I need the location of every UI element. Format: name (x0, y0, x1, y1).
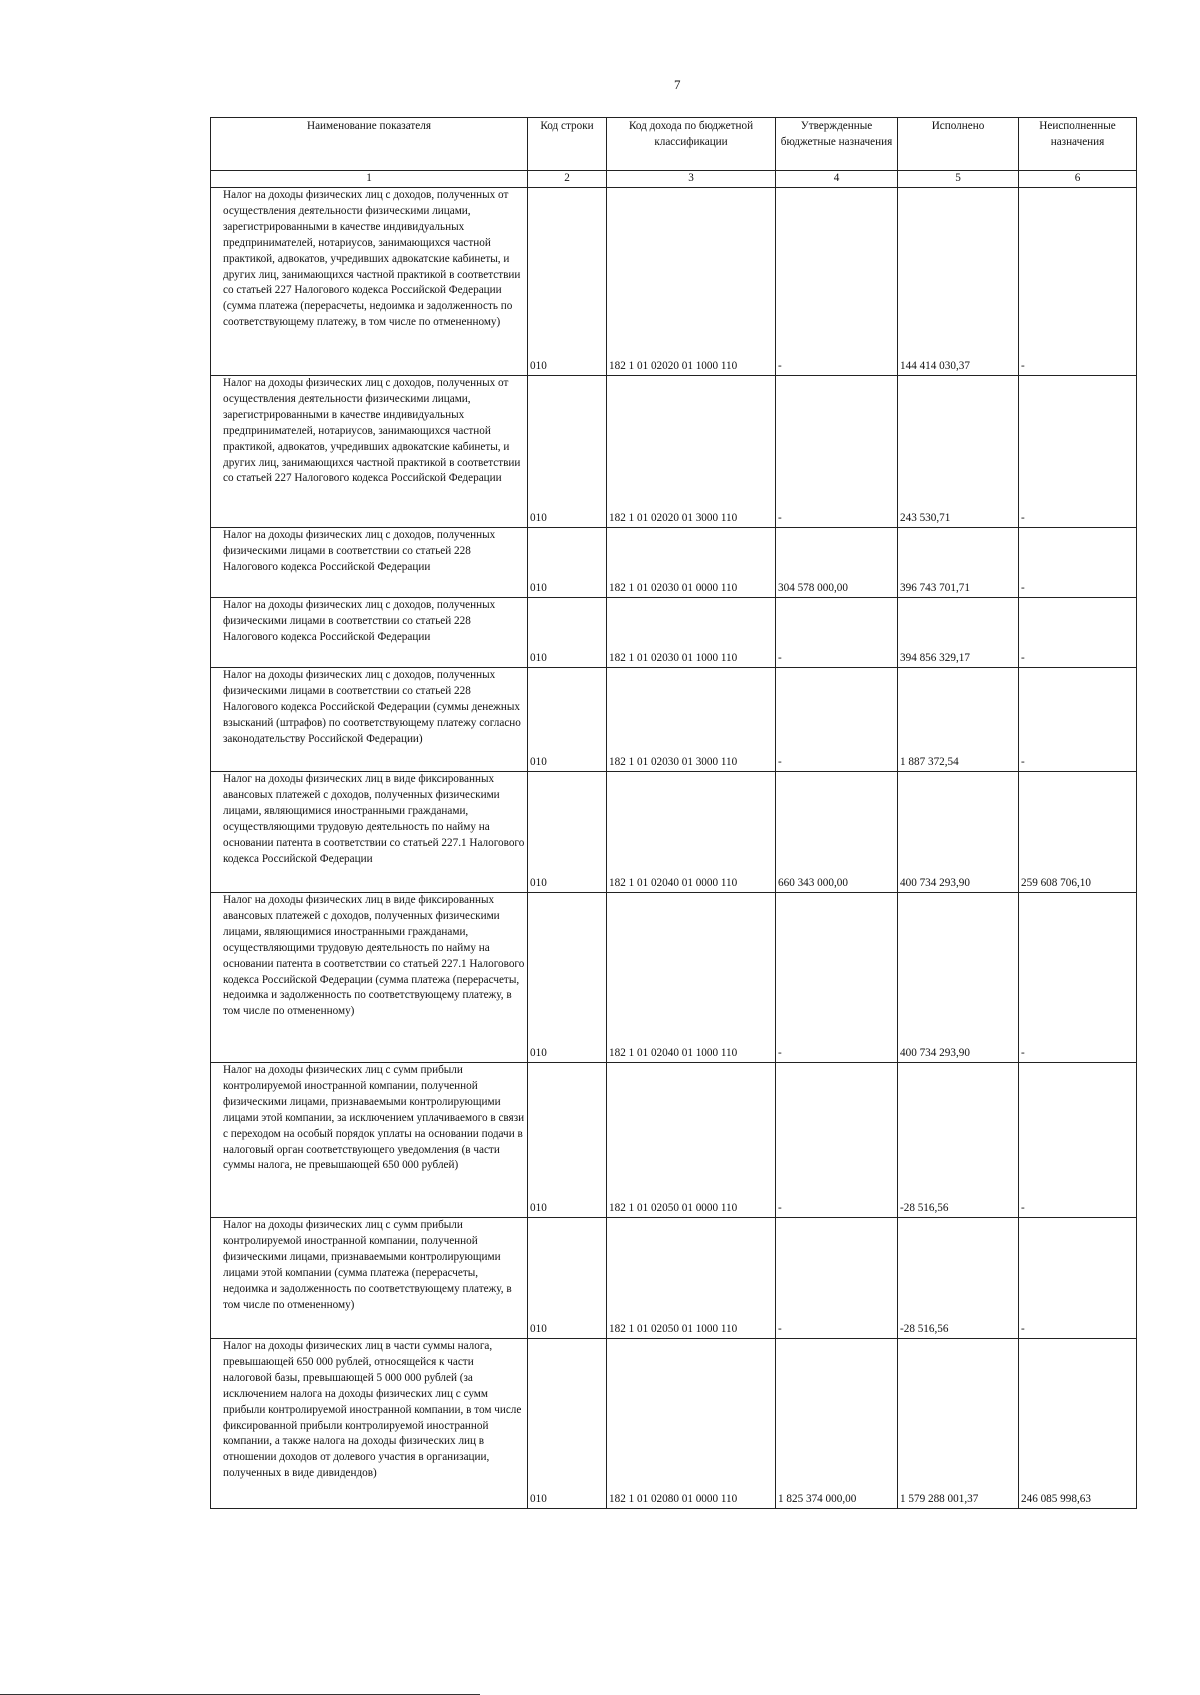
header-executed: Исполнено (898, 118, 1019, 171)
table-row (211, 598, 1137, 668)
unexecuted-amount: 259 608 706,10 (1019, 772, 1137, 893)
approved-amount: - (776, 1218, 898, 1339)
income-code: 182 1 01 02040 01 1000 110 (607, 893, 776, 1063)
table-row (211, 1218, 1137, 1339)
unexecuted-amount: - (1019, 893, 1137, 1063)
table-row (211, 376, 1137, 528)
unexecuted-amount: 246 085 998,63 (1019, 1339, 1137, 1509)
table-row (211, 1063, 1137, 1218)
unexecuted-amount: - (1019, 598, 1137, 668)
column-number: 2 (528, 171, 607, 188)
indicator-name: Налог на доходы физических лиц в виде фиксированных авансовых платежей с доходов, полученных физическими лицами, являющимися иностранными гражданами, осуществляющими трудовую деятельность по найму на основании патента в соответствии со статьей 227.1 Налогового кодекса Российской Федерации (сумма платежа (перерасчеты, недоимка и задолженность по соответствующему платежу, в том числе по отмененному) (211, 893, 528, 1063)
indicator-name: Налог на доходы физических лиц с сумм прибыли контролируемой иностранной компании, полученной физическими лицами, признаваемыми контролирующими лицами этой компании (сумма платежа (перерасчеты, недоимка и задолженность по соответствующему платежу, в том числе по отмененному) (211, 1218, 528, 1339)
indicator-name: Налог на доходы физических лиц с доходов, полученных физическими лицами в соответствии со статьей 228 Налогового кодекса Российской Федерации (суммы денежных взысканий (штрафов) по соответствующему платежу согласно законодательству Российской Федерации) (211, 668, 528, 772)
executed-amount: 396 743 701,71 (898, 528, 1019, 598)
approved-amount: 660 343 000,00 (776, 772, 898, 893)
income-code: 182 1 01 02080 01 0000 110 (607, 1339, 776, 1509)
table-row (211, 528, 1137, 598)
executed-amount: 144 414 030,37 (898, 188, 1019, 376)
income-code: 182 1 01 02050 01 0000 110 (607, 1063, 776, 1218)
line-code: 010 (528, 668, 607, 772)
line-code: 010 (528, 893, 607, 1063)
unexecuted-amount: - (1019, 668, 1137, 772)
approved-amount: 304 578 000,00 (776, 528, 898, 598)
column-number: 1 (211, 171, 528, 188)
line-code: 010 (528, 528, 607, 598)
unexecuted-amount: - (1019, 1218, 1137, 1339)
header-income-code: Код дохода по бюджетной классификации (607, 118, 776, 171)
header-approved: Утвержденные бюджетные назначения (776, 118, 898, 171)
unexecuted-amount: - (1019, 1063, 1137, 1218)
table-row (211, 772, 1137, 893)
executed-amount: 400 734 293,90 (898, 772, 1019, 893)
line-code: 010 (528, 1063, 607, 1218)
approved-amount: - (776, 598, 898, 668)
table-row (211, 1339, 1137, 1509)
header-row (211, 118, 1137, 171)
header-indicator-name: Наименование показателя (211, 118, 528, 171)
column-number: 4 (776, 171, 898, 188)
indicator-name: Налог на доходы физических лиц с сумм прибыли контролируемой иностранной компании, полученной физическими лицами, признаваемыми контролирующими лицами этой компании, за исключением уплачиваемого в связи с переходом на особый порядок уплаты на основании подачи в налоговый орган соответствующего уведомления (в части суммы налога, не превышающей 650 000 рублей) (211, 1063, 528, 1218)
table-row (211, 668, 1137, 772)
table-row (211, 188, 1137, 376)
unexecuted-amount: - (1019, 528, 1137, 598)
executed-amount: 243 530,71 (898, 376, 1019, 528)
executed-amount: -28 516,56 (898, 1063, 1019, 1218)
column-number-row (211, 171, 1137, 188)
indicator-name: Налог на доходы физических лиц с доходов, полученных от осуществления деятельности физическими лицами, зарегистрированными в качестве индивидуальных предпринимателей, нотариусов, занимающихся частной практикой, адвокатов, учредивших адвокатские кабинеты, и других лиц, занимающихся частной практикой в соответствии со статьей 227 Налогового кодекса Российской Федерации (211, 376, 528, 528)
line-code: 010 (528, 376, 607, 528)
approved-amount: 1 825 374 000,00 (776, 1339, 898, 1509)
executed-amount: -28 516,56 (898, 1218, 1019, 1339)
unexecuted-amount: - (1019, 188, 1137, 376)
income-code: 182 1 01 02020 01 1000 110 (607, 188, 776, 376)
header-unexecuted: Неисполненные назначения (1019, 118, 1137, 171)
executed-amount: 1 579 288 001,37 (898, 1339, 1019, 1509)
income-code: 182 1 01 02030 01 0000 110 (607, 528, 776, 598)
executed-amount: 400 734 293,90 (898, 893, 1019, 1063)
approved-amount: - (776, 1063, 898, 1218)
header-line-code: Код строки (528, 118, 607, 171)
indicator-name: Налог на доходы физических лиц в части суммы налога, превышающей 650 000 рублей, относящейся к части налоговой базы, превышающей 5 000 000 рублей (за исключением налога на доходы физических лиц с сумм прибыли контролируемой иностранной компании, в том числе фиксированной прибыли контролируемой иностранной компании, а также налога на доходы физических лиц в отношении доходов от долевого участия в организации, полученных в виде дивидендов) (211, 1339, 528, 1509)
unexecuted-amount: - (1019, 376, 1137, 528)
indicator-name: Налог на доходы физических лиц с доходов, полученных физическими лицами в соответствии со статьей 228 Налогового кодекса Российской Федерации (211, 528, 528, 598)
column-number: 3 (607, 171, 776, 188)
approved-amount: - (776, 188, 898, 376)
income-code: 182 1 01 02040 01 0000 110 (607, 772, 776, 893)
indicator-name: Налог на доходы физических лиц с доходов, полученных физическими лицами в соответствии со статьей 228 Налогового кодекса Российской Федерации (211, 598, 528, 668)
budget-execution-table (210, 117, 1137, 1509)
income-code: 182 1 01 02030 01 3000 110 (607, 668, 776, 772)
executed-amount: 394 856 329,17 (898, 598, 1019, 668)
income-code: 182 1 01 02030 01 1000 110 (607, 598, 776, 668)
line-code: 010 (528, 188, 607, 376)
line-code: 010 (528, 1218, 607, 1339)
line-code: 010 (528, 772, 607, 893)
page-number: 7 (674, 77, 681, 92)
table-row (211, 893, 1137, 1063)
income-code: 182 1 01 02050 01 1000 110 (607, 1218, 776, 1339)
indicator-name: Налог на доходы физических лиц в виде фиксированных авансовых платежей с доходов, полученных физическими лицами, являющимися иностранными гражданами, осуществляющими трудовую деятельность по найму на основании патента в соответствии со статьей 227.1 Налогового кодекса Российской Федерации (211, 772, 528, 893)
indicator-name: Налог на доходы физических лиц с доходов, полученных от осуществления деятельности физическими лицами, зарегистрированными в качестве индивидуальных предпринимателей, нотариусов, занимающихся частной практикой, адвокатов, учредивших адвокатские кабинеты, и других лиц, занимающихся частной практикой в соответствии со статьей 227 Налогового кодекса Российской Федерации (сумма платежа (перерасчеты, недоимка и задолженность по соответствующему платежу, в том числе по отмененному) (211, 188, 528, 376)
column-number: 6 (1019, 171, 1137, 188)
column-number: 5 (898, 171, 1019, 188)
approved-amount: - (776, 893, 898, 1063)
line-code: 010 (528, 598, 607, 668)
approved-amount: - (776, 668, 898, 772)
approved-amount: - (776, 376, 898, 528)
executed-amount: 1 887 372,54 (898, 668, 1019, 772)
income-code: 182 1 01 02020 01 3000 110 (607, 376, 776, 528)
line-code: 010 (528, 1339, 607, 1509)
